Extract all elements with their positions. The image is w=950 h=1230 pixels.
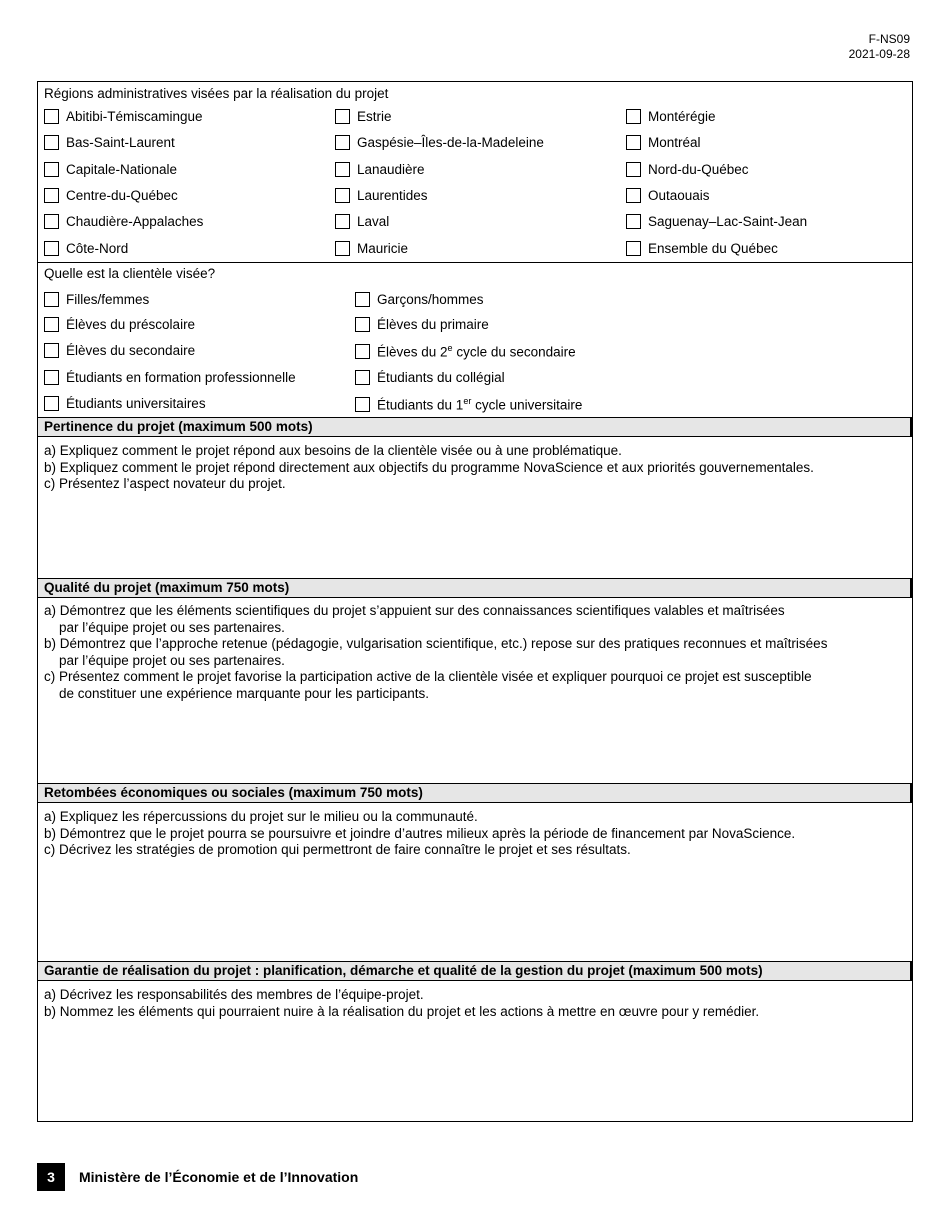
instruction-line: b) Expliquez comment le projet répond directement aux objectifs du programme NovaScience et aux priorités gouvernementales. [44, 459, 814, 475]
clientele-checkbox[interactable]: Garçons/hommes [355, 292, 484, 307]
region-checkbox[interactable]: Abitibi-Témiscamingue [44, 109, 203, 124]
instruction-line: c) Présentez comment le projet favorise la participation active de la clientèle visée et expliquer pourquoi ce projet est susceptible [44, 669, 812, 684]
checkbox-box[interactable] [44, 135, 59, 150]
clientele-checkbox[interactable]: Étudiants du 1er cycle universitaire [355, 396, 582, 413]
form-code: F-NS09 [868, 32, 910, 46]
checkbox-box[interactable] [355, 344, 370, 359]
instruction-line: c) Décrivez les stratégies de promotion qui permettront de faire connaître le projet et ses résultats. [44, 842, 631, 857]
checkbox-box[interactable] [44, 241, 59, 256]
instruction-line: a) Démontrez que les éléments scientifiques du projet s’appuient sur des connaissances scientifiques valables et maîtrisées [44, 603, 785, 618]
instruction-line: par l’équipe projet ou ses partenaires. [44, 619, 285, 635]
divider [38, 262, 912, 263]
form-code-block [849, 32, 910, 62]
checkbox-box[interactable] [335, 109, 350, 124]
clientele-checkbox[interactable]: Élèves du 2e cycle du secondaire [355, 343, 576, 360]
checkbox-box[interactable] [335, 188, 350, 203]
instruction-line: de constituer une expérience marquante pour les participants. [44, 685, 429, 701]
clientele-checkbox[interactable]: Étudiants du collégial [355, 370, 505, 385]
section-title-pertinence: Pertinence du projet (maximum 500 mots) [38, 417, 912, 437]
checkbox-box[interactable] [626, 241, 641, 256]
checkbox-box[interactable] [335, 241, 350, 256]
instruction-line: a) Expliquez comment le projet répond aux besoins de la clientèle visée ou à une problématique. [44, 443, 622, 458]
checkbox-box[interactable] [626, 109, 641, 124]
form-date: 2021-09-28 [848, 47, 910, 61]
clientele-checkbox[interactable]: Élèves du secondaire [44, 343, 195, 358]
section-text-retombees [44, 809, 902, 859]
section-title-retombees: Retombées économiques ou sociales (maximum 750 mots) [38, 783, 912, 803]
region-checkbox[interactable]: Estrie [335, 109, 392, 124]
checkbox-box[interactable] [626, 188, 641, 203]
checkbox-box[interactable] [44, 343, 59, 358]
instruction-line: c) Présentez l’aspect novateur du projet. [44, 476, 286, 491]
checkbox-box[interactable] [355, 370, 370, 385]
region-checkbox[interactable]: Nord-du-Québec [626, 162, 749, 177]
clientele-checkbox[interactable]: Étudiants universitaires [44, 396, 206, 411]
clientele-label: Quelle est la clientèle visée? [44, 266, 216, 281]
section-title-garantie: Garantie de réalisation du projet : planification, démarche et qualité de la gestion du projet (maximum 500 mots) [38, 961, 912, 981]
checkbox-box[interactable] [335, 214, 350, 229]
region-checkbox[interactable]: Lanaudière [335, 162, 425, 177]
section-text-garantie [44, 987, 902, 1020]
checkbox-box[interactable] [626, 162, 641, 177]
instruction-line: a) Expliquez les répercussions du projet sur le milieu ou la communauté. [44, 809, 478, 824]
checkbox-box[interactable] [44, 162, 59, 177]
instruction-line: a) Décrivez les responsabilités des membres de l’équipe-projet. [44, 987, 424, 1002]
instruction-line: b) Démontrez que l’approche retenue (pédagogie, vulgarisation scientifique, etc.) repose sur des pratiques reconnues et maîtrisées [44, 636, 828, 651]
checkbox-box[interactable] [44, 370, 59, 385]
region-checkbox[interactable]: Gaspésie–Îles-de-la-Madeleine [335, 135, 544, 150]
checkbox-box[interactable] [44, 292, 59, 307]
clientele-checkbox[interactable]: Élèves du primaire [355, 317, 489, 332]
page-number: 3 [37, 1163, 65, 1191]
region-checkbox[interactable]: Outaouais [626, 188, 710, 203]
checkbox-box[interactable] [44, 109, 59, 124]
section-title-qualite: Qualité du projet (maximum 750 mots) [38, 578, 912, 598]
checkbox-box[interactable] [44, 317, 59, 332]
region-checkbox[interactable]: Saguenay–Lac-Saint-Jean [626, 214, 807, 229]
checkbox-box[interactable] [44, 188, 59, 203]
region-checkbox[interactable]: Centre-du-Québec [44, 188, 178, 203]
region-checkbox[interactable]: Laval [335, 214, 389, 229]
checkbox-box[interactable] [44, 214, 59, 229]
region-checkbox[interactable]: Mauricie [335, 241, 408, 256]
checkbox-box[interactable] [626, 214, 641, 229]
region-checkbox[interactable]: Chaudière-Appalaches [44, 214, 203, 229]
form-frame [37, 81, 913, 1122]
region-checkbox[interactable]: Côte-Nord [44, 241, 128, 256]
checkbox-box[interactable] [355, 317, 370, 332]
checkbox-box[interactable] [335, 135, 350, 150]
checkbox-box[interactable] [355, 397, 370, 412]
section-text-qualite [44, 603, 902, 702]
clientele-checkbox[interactable]: Filles/femmes [44, 292, 149, 307]
instruction-line: b) Démontrez que le projet pourra se poursuivre et joindre d’autres milieux après la période de financement par NovaScience. [44, 825, 796, 841]
section-text-pertinence [44, 443, 902, 493]
clientele-checkbox[interactable]: Élèves du préscolaire [44, 317, 195, 332]
ministry-name: Ministère de l’Économie et de l’Innovation [79, 1169, 359, 1185]
checkbox-box[interactable] [626, 135, 641, 150]
instruction-line: b) Nommez les éléments qui pourraient nuire à la réalisation du projet et les actions à mettre en œuvre pour y remédier. [44, 1003, 760, 1019]
region-checkbox[interactable]: Ensemble du Québec [626, 241, 778, 256]
region-checkbox[interactable]: Bas-Saint-Laurent [44, 135, 175, 150]
checkbox-box[interactable] [355, 292, 370, 307]
region-checkbox[interactable]: Montérégie [626, 109, 716, 124]
checkbox-box[interactable] [44, 396, 59, 411]
region-checkbox[interactable]: Capitale-Nationale [44, 162, 177, 177]
regions-label: Régions administratives visées par la réalisation du projet [44, 86, 389, 101]
checkbox-box[interactable] [335, 162, 350, 177]
region-checkbox[interactable]: Laurentides [335, 188, 428, 203]
region-checkbox[interactable]: Montréal [626, 135, 701, 150]
instruction-line: par l’équipe projet ou ses partenaires. [44, 652, 285, 668]
clientele-checkbox[interactable]: Étudiants en formation professionnelle [44, 370, 296, 385]
